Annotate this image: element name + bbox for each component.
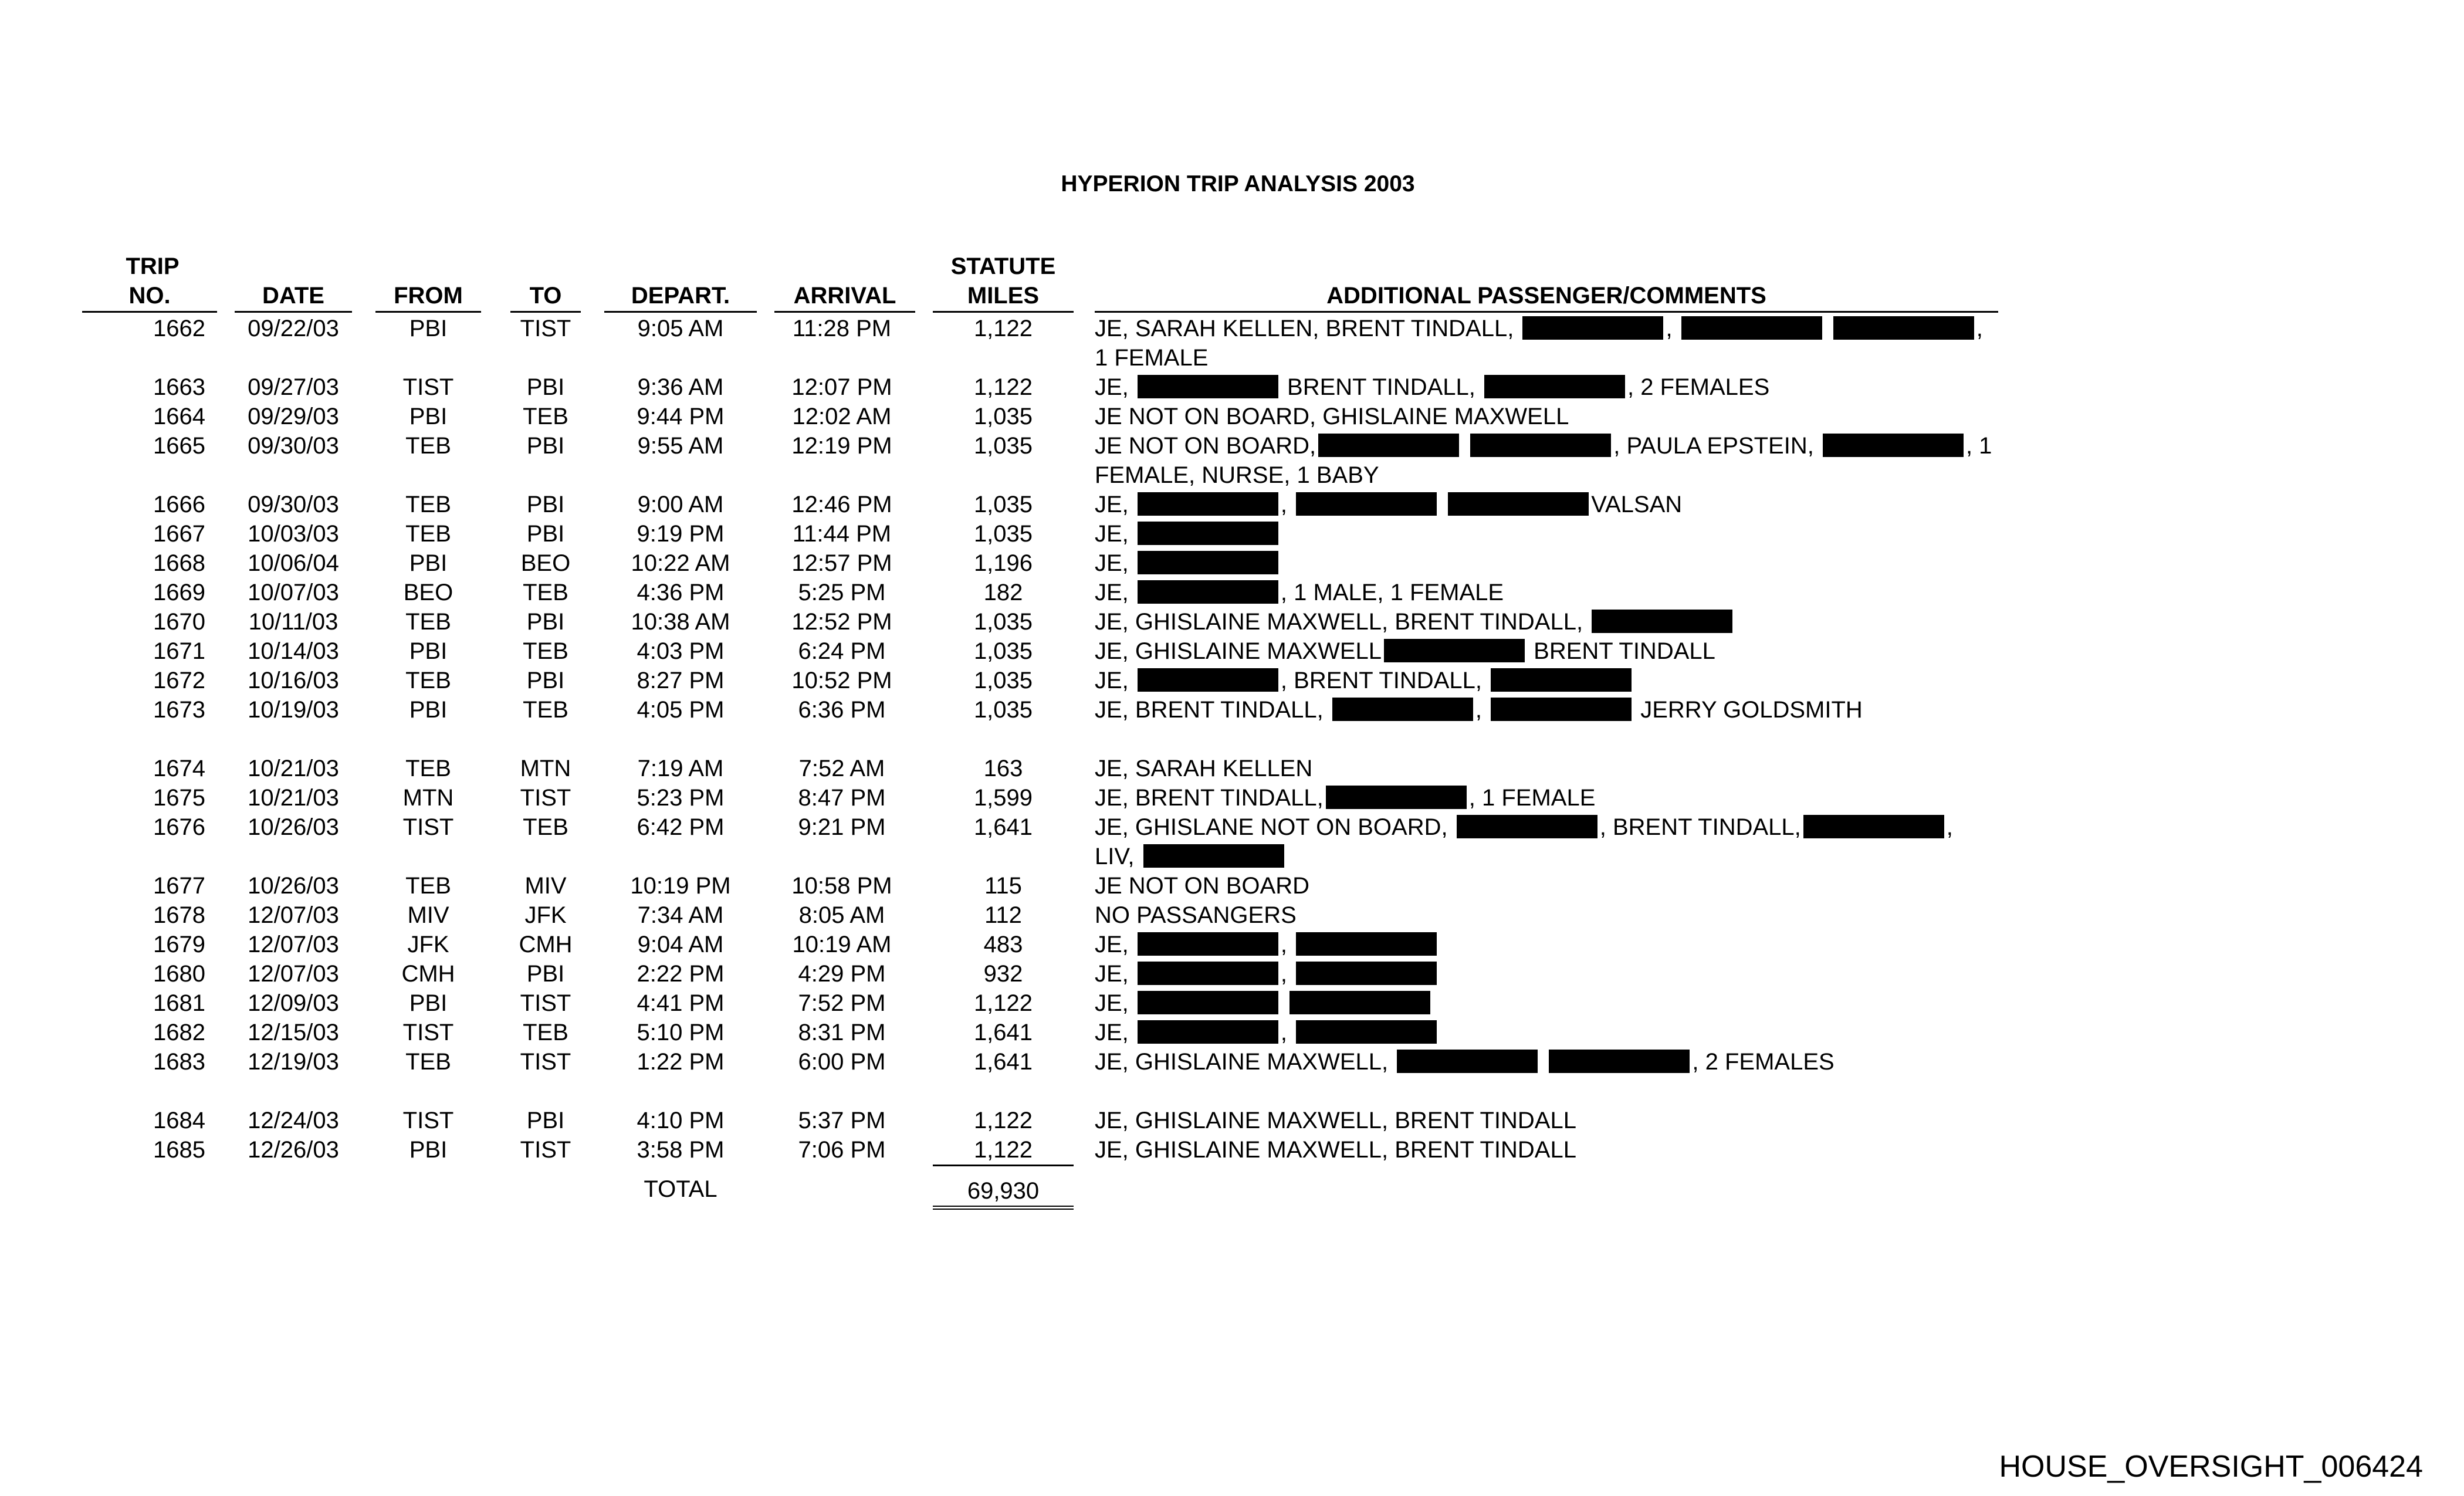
- cell-depart: 9:36 AM: [637, 374, 724, 400]
- cell-miles: 483: [983, 932, 1023, 957]
- cell-to: TEB: [523, 1020, 568, 1045]
- cell-to: TEB: [523, 404, 568, 429]
- cell-from: JFK: [407, 932, 449, 957]
- table-row: [0, 402, 2464, 431]
- redaction-block: [1138, 1020, 1278, 1044]
- table-row: [0, 695, 2464, 754]
- cell-comment: JE, , BRENT TINDALL,: [1095, 666, 1998, 695]
- cell-date: 12/24/03: [248, 1108, 339, 1133]
- cell-from: TIST: [402, 1020, 454, 1045]
- redaction-block: [1143, 844, 1284, 868]
- cell-depart: 10:38 AM: [631, 609, 730, 635]
- cell-to: CMH: [519, 932, 573, 957]
- cell-depart: 4:41 PM: [637, 990, 725, 1016]
- redaction-block: [1138, 991, 1278, 1014]
- cell-trip: 1679: [153, 932, 205, 957]
- redaction-block: [1289, 991, 1430, 1014]
- total-label: TOTAL: [644, 1176, 717, 1202]
- cell-from: TEB: [405, 668, 451, 693]
- cell-from: PBI: [409, 404, 448, 429]
- cell-date: 10/21/03: [248, 756, 339, 781]
- cell-comment: JE, GHISLAINE MAXWELL, BRENT TINDALL: [1095, 1108, 1576, 1133]
- cell-to: TEB: [523, 697, 568, 723]
- redaction-block: [1592, 610, 1732, 633]
- table-row: [0, 754, 2464, 783]
- cell-arrival: 6:36 PM: [798, 697, 886, 723]
- header-arrival: ARRIVAL: [774, 282, 915, 313]
- cell-comment: JE, GHISLANE NOT ON BOARD, , BRENT TINDALL, , LIV,: [1095, 814, 1953, 869]
- cell-to: PBI: [526, 374, 565, 400]
- cell-comment: JE, SARAH KELLEN: [1095, 756, 1313, 781]
- cell-trip: 1667: [153, 521, 205, 547]
- cell-date: 10/26/03: [248, 814, 339, 840]
- redaction-block: [1397, 1050, 1538, 1073]
- header-comments: ADDITIONAL PASSENGER/COMMENTS: [1095, 282, 1998, 313]
- cell-depart: 5:10 PM: [637, 1020, 725, 1045]
- cell-trip: 1677: [153, 873, 205, 899]
- cell-from: TEB: [405, 1049, 451, 1075]
- table-row: [0, 813, 2464, 871]
- cell-comment: JE NOT ON BOARD, GHISLAINE MAXWELL: [1095, 404, 1569, 429]
- cell-depart: 9:00 AM: [637, 492, 724, 517]
- cell-from: MIV: [407, 902, 449, 928]
- header-statute: STATUTE: [950, 253, 1056, 279]
- cell-date: 09/30/03: [248, 492, 339, 517]
- cell-comment: JE, , 1 MALE, 1 FEMALE: [1095, 580, 1504, 605]
- cell-date: 10/11/03: [248, 609, 339, 635]
- cell-trip: 1680: [153, 961, 205, 987]
- cell-trip: 1666: [153, 492, 205, 517]
- cell-trip: 1672: [153, 668, 205, 693]
- cell-trip: 1678: [153, 902, 205, 928]
- cell-miles: 112: [984, 902, 1022, 928]
- redaction-block: [1138, 932, 1278, 956]
- cell-comment: JE,: [1095, 989, 1998, 1018]
- cell-date: 09/27/03: [248, 374, 339, 400]
- cell-to: TEB: [523, 580, 568, 605]
- cell-comment: JE,: [1095, 549, 1998, 578]
- cell-date: 10/03/03: [248, 521, 339, 547]
- cell-comment: JE, BRENT TINDALL, , 2 FEMALES: [1095, 374, 1770, 400]
- cell-depart: 1:22 PM: [637, 1049, 725, 1075]
- cell-trip: 1685: [153, 1137, 205, 1163]
- cell-arrival: 10:19 AM: [792, 932, 892, 957]
- redaction-block: [1491, 668, 1632, 692]
- table-row: [0, 1135, 2464, 1165]
- redaction-block: [1448, 492, 1589, 516]
- header-miles: MILES: [933, 282, 1074, 313]
- cell-from: PBI: [409, 638, 448, 664]
- cell-to: TIST: [520, 785, 571, 811]
- cell-from: CMH: [401, 961, 455, 987]
- cell-arrival: 7:52 AM: [798, 756, 885, 781]
- cell-depart: 8:27 PM: [637, 668, 725, 693]
- table-row: [0, 607, 2464, 637]
- header-from: FROM: [375, 282, 481, 313]
- cell-date: 10/06/04: [248, 550, 339, 576]
- cell-miles: 1,641: [973, 1049, 1033, 1075]
- cell-miles: 1,122: [973, 374, 1033, 400]
- cell-comment: JE, GHISLAINE MAXWELL, BRENT TINDALL,: [1095, 607, 1998, 637]
- cell-arrival: 12:07 PM: [791, 374, 892, 400]
- table-row: [0, 783, 2464, 813]
- cell-comment: JE, SARAH KELLEN, BRENT TINDALL, , , 1 FEMALE: [1095, 316, 1983, 371]
- cell-arrival: 12:52 PM: [791, 609, 892, 635]
- table-row: [0, 431, 2464, 490]
- cell-trip: 1664: [153, 404, 205, 429]
- cell-to: TIST: [520, 1137, 571, 1163]
- cell-miles: 1,035: [973, 404, 1033, 429]
- cell-date: 12/07/03: [248, 932, 339, 957]
- cell-depart: 5:23 PM: [637, 785, 725, 811]
- cell-arrival: 5:25 PM: [798, 580, 886, 605]
- cell-from: TEB: [405, 433, 451, 459]
- cell-to: MIV: [524, 873, 567, 899]
- cell-arrival: 9:21 PM: [798, 814, 886, 840]
- cell-trip: 1670: [153, 609, 205, 635]
- table-row: [0, 519, 2464, 549]
- cell-comment: NO PASSANGERS: [1095, 902, 1297, 928]
- redaction-block: [1138, 551, 1278, 574]
- cell-to: PBI: [526, 961, 565, 987]
- cell-comment: JE, GHISLAINE MAXWELL BRENT TINDALL: [1095, 638, 1715, 664]
- redaction-block: [1326, 786, 1467, 809]
- table-row: [0, 930, 2464, 959]
- header-trip-line1: TRIP: [126, 253, 180, 279]
- cell-miles: 1,035: [973, 492, 1033, 517]
- cell-to: BEO: [520, 550, 571, 576]
- cell-from: PBI: [409, 990, 448, 1016]
- redaction-block: [1138, 492, 1278, 516]
- cell-miles: 1,196: [973, 550, 1033, 576]
- cell-from: TIST: [402, 1108, 454, 1133]
- cell-date: 10/21/03: [248, 785, 339, 811]
- cell-miles: 182: [983, 580, 1023, 605]
- cell-miles: 1,035: [973, 433, 1033, 459]
- cell-comment: JE, ,: [1095, 1018, 1998, 1047]
- cell-miles: 1,599: [973, 785, 1033, 811]
- cell-date: 10/07/03: [248, 580, 339, 605]
- cell-trip: 1662: [153, 316, 205, 341]
- cell-depart: 9:55 AM: [637, 433, 724, 459]
- cell-date: 12/09/03: [248, 990, 339, 1016]
- table-row: [0, 490, 2464, 519]
- table-row: [0, 578, 2464, 607]
- cell-arrival: 5:37 PM: [798, 1108, 886, 1133]
- cell-miles: 1,035: [973, 697, 1033, 723]
- table-row: [0, 989, 2464, 1018]
- redaction-block: [1138, 668, 1278, 692]
- cell-comment: JE, GHISLAINE MAXWELL, BRENT TINDALL: [1095, 1137, 1576, 1163]
- cell-depart: 10:19 PM: [630, 873, 731, 899]
- cell-arrival: 12:19 PM: [791, 433, 892, 459]
- cell-miles: 1,035: [973, 521, 1033, 547]
- redaction-block: [1833, 316, 1974, 340]
- cell-trip: 1675: [153, 785, 205, 811]
- cell-to: TIST: [520, 990, 571, 1016]
- cell-arrival: 4:29 PM: [798, 961, 886, 987]
- cell-trip: 1682: [153, 1020, 205, 1045]
- table-row: [0, 871, 2464, 901]
- redaction-block: [1318, 434, 1459, 457]
- cell-arrival: 10:58 PM: [791, 873, 892, 899]
- cell-date: 09/30/03: [248, 433, 339, 459]
- cell-miles: 1,641: [973, 1020, 1033, 1045]
- cell-from: TEB: [405, 873, 451, 899]
- cell-arrival: 11:44 PM: [792, 521, 892, 547]
- cell-comment: JE, ,: [1095, 959, 1998, 989]
- cell-depart: 2:22 PM: [637, 961, 725, 987]
- cell-depart: 4:05 PM: [637, 697, 725, 723]
- cell-arrival: 12:02 AM: [792, 404, 892, 429]
- cell-miles: 1,122: [973, 316, 1033, 341]
- cell-arrival: 8:31 PM: [798, 1020, 886, 1045]
- cell-miles: 115: [984, 873, 1022, 899]
- redaction-block: [1823, 434, 1964, 457]
- redaction-block: [1138, 962, 1278, 985]
- cell-from: TIST: [402, 814, 454, 840]
- cell-miles: 1,035: [973, 638, 1033, 664]
- cell-trip: 1684: [153, 1108, 205, 1133]
- cell-miles: 1,122: [933, 1135, 1074, 1166]
- cell-to: PBI: [526, 1108, 565, 1133]
- redaction-block: [1803, 815, 1944, 838]
- table-row: [0, 901, 2464, 930]
- cell-date: 12/15/03: [248, 1020, 339, 1045]
- cell-comment: JE, BRENT TINDALL, , JERRY GOLDSMITH: [1095, 697, 1863, 723]
- cell-date: 09/22/03: [248, 316, 339, 341]
- cell-miles: 1,641: [973, 814, 1033, 840]
- header-to: TO: [510, 282, 581, 313]
- redaction-block: [1522, 316, 1663, 340]
- cell-from: PBI: [409, 550, 448, 576]
- cell-date: 12/07/03: [248, 902, 339, 928]
- header-trip-line2: NO.: [128, 283, 171, 309]
- total-miles: 69,930: [933, 1176, 1074, 1210]
- redaction-block: [1384, 639, 1525, 662]
- cell-from: TEB: [405, 521, 451, 547]
- redaction-block: [1484, 375, 1625, 398]
- cell-miles: 1,035: [973, 668, 1033, 693]
- cell-depart: 4:10 PM: [637, 1108, 725, 1133]
- cell-to: MTN: [520, 756, 571, 781]
- cell-to: PBI: [526, 433, 565, 459]
- cell-to: PBI: [526, 492, 565, 517]
- cell-arrival: 12:57 PM: [791, 550, 892, 576]
- redaction-block: [1681, 316, 1822, 340]
- redaction-block: [1457, 815, 1597, 838]
- cell-arrival: 8:05 AM: [798, 902, 885, 928]
- cell-comment: JE, ,: [1095, 930, 1998, 959]
- redaction-block: [1138, 580, 1278, 604]
- cell-date: 10/26/03: [248, 873, 339, 899]
- cell-to: TIST: [520, 1049, 571, 1075]
- cell-from: PBI: [409, 697, 448, 723]
- cell-arrival: 7:52 PM: [798, 990, 886, 1016]
- cell-comment: JE NOT ON BOARD, , PAULA EPSTEIN, , 1 FEMALE, NURSE, 1 BABY: [1095, 433, 1992, 488]
- redaction-block: [1296, 932, 1437, 956]
- cell-trip: 1671: [153, 638, 205, 664]
- table-row: [0, 637, 2464, 666]
- cell-from: BEO: [403, 580, 453, 605]
- header-date: DATE: [235, 282, 352, 313]
- cell-depart: 7:19 AM: [637, 756, 724, 781]
- cell-depart: 4:03 PM: [637, 638, 725, 664]
- cell-to: TEB: [523, 638, 568, 664]
- table-row: [0, 1047, 2464, 1077]
- cell-trip: 1665: [153, 433, 205, 459]
- redaction-block: [1138, 522, 1278, 545]
- cell-date: 09/29/03: [248, 404, 339, 429]
- cell-trip: 1673: [153, 697, 205, 723]
- cell-comment: JE, BRENT TINDALL, , 1 FEMALE: [1095, 785, 1596, 811]
- cell-trip: 1676: [153, 814, 205, 840]
- cell-depart: 9:05 AM: [637, 316, 724, 341]
- cell-comment: JE NOT ON BOARD: [1095, 873, 1309, 899]
- cell-trip: 1669: [153, 580, 205, 605]
- cell-date: 10/14/03: [248, 638, 339, 664]
- cell-trip: 1668: [153, 550, 205, 576]
- document-title: HYPERION TRIP ANALYSIS 2003: [1061, 171, 1415, 197]
- cell-trip: 1681: [153, 990, 205, 1016]
- cell-miles: 932: [983, 961, 1023, 987]
- cell-to: PBI: [526, 521, 565, 547]
- cell-arrival: 6:00 PM: [798, 1049, 886, 1075]
- cell-date: 10/16/03: [248, 668, 339, 693]
- cell-to: JFK: [524, 902, 567, 928]
- header-trip-no-line2: [82, 282, 217, 313]
- cell-arrival: 8:47 PM: [798, 785, 886, 811]
- cell-arrival: 12:46 PM: [791, 492, 892, 517]
- redaction-block: [1470, 434, 1611, 457]
- cell-miles: 1,122: [973, 990, 1033, 1016]
- table-row: [0, 959, 2464, 989]
- cell-from: MTN: [402, 785, 454, 811]
- cell-from: TEB: [405, 609, 451, 635]
- cell-arrival: 7:06 PM: [798, 1137, 886, 1163]
- table-row: [0, 1018, 2464, 1047]
- redaction-block: [1296, 1020, 1437, 1044]
- cell-from: TEB: [405, 492, 451, 517]
- redaction-block: [1549, 1050, 1690, 1073]
- cell-depart: 6:42 PM: [637, 814, 725, 840]
- cell-comment: JE, GHISLAINE MAXWELL, , 2 FEMALES: [1095, 1049, 1835, 1075]
- header-depart: DEPART.: [604, 282, 757, 313]
- cell-date: 10/19/03: [248, 697, 339, 723]
- cell-from: PBI: [409, 316, 448, 341]
- table-row: [0, 1106, 2464, 1135]
- cell-depart: 9:44 PM: [637, 404, 725, 429]
- cell-depart: 9:04 AM: [637, 932, 724, 957]
- table-row: [0, 549, 2464, 578]
- cell-date: 12/07/03: [248, 961, 339, 987]
- cell-to: PBI: [526, 609, 565, 635]
- cell-comment: JE, , VALSAN: [1095, 492, 1683, 517]
- cell-arrival: 10:52 PM: [791, 668, 892, 693]
- cell-depart: 9:19 PM: [637, 521, 725, 547]
- cell-comment: JE,: [1095, 519, 1998, 549]
- redaction-block: [1332, 698, 1473, 721]
- cell-from: TEB: [405, 756, 451, 781]
- cell-to: TIST: [520, 316, 571, 341]
- cell-depart: 3:58 PM: [637, 1137, 725, 1163]
- header-trip-no: [106, 252, 199, 282]
- table-row: [0, 373, 2464, 402]
- cell-arrival: 11:28 PM: [792, 316, 892, 341]
- table-row: [0, 314, 2464, 373]
- table-row: [0, 666, 2464, 695]
- cell-depart: 10:22 AM: [631, 550, 730, 576]
- cell-trip: 1683: [153, 1049, 205, 1075]
- cell-trip: 1674: [153, 756, 205, 781]
- redaction-block: [1138, 375, 1278, 398]
- cell-miles: 1,035: [973, 609, 1033, 635]
- cell-date: 12/19/03: [248, 1049, 339, 1075]
- cell-arrival: 6:24 PM: [798, 638, 886, 664]
- cell-depart: 7:34 AM: [637, 902, 724, 928]
- redaction-block: [1491, 698, 1632, 721]
- redaction-block: [1296, 492, 1437, 516]
- cell-to: TEB: [523, 814, 568, 840]
- cell-trip: 1663: [153, 374, 205, 400]
- cell-miles: 1,122: [973, 1108, 1033, 1133]
- cell-miles: 163: [983, 756, 1023, 781]
- cell-from: PBI: [409, 1137, 448, 1163]
- cell-date: 12/26/03: [248, 1137, 339, 1163]
- redaction-block: [1296, 962, 1437, 985]
- cell-depart: 4:36 PM: [637, 580, 725, 605]
- cell-to: PBI: [526, 668, 565, 693]
- bates-number: HOUSE_OVERSIGHT_006424: [1999, 1450, 2423, 1484]
- cell-from: TIST: [402, 374, 454, 400]
